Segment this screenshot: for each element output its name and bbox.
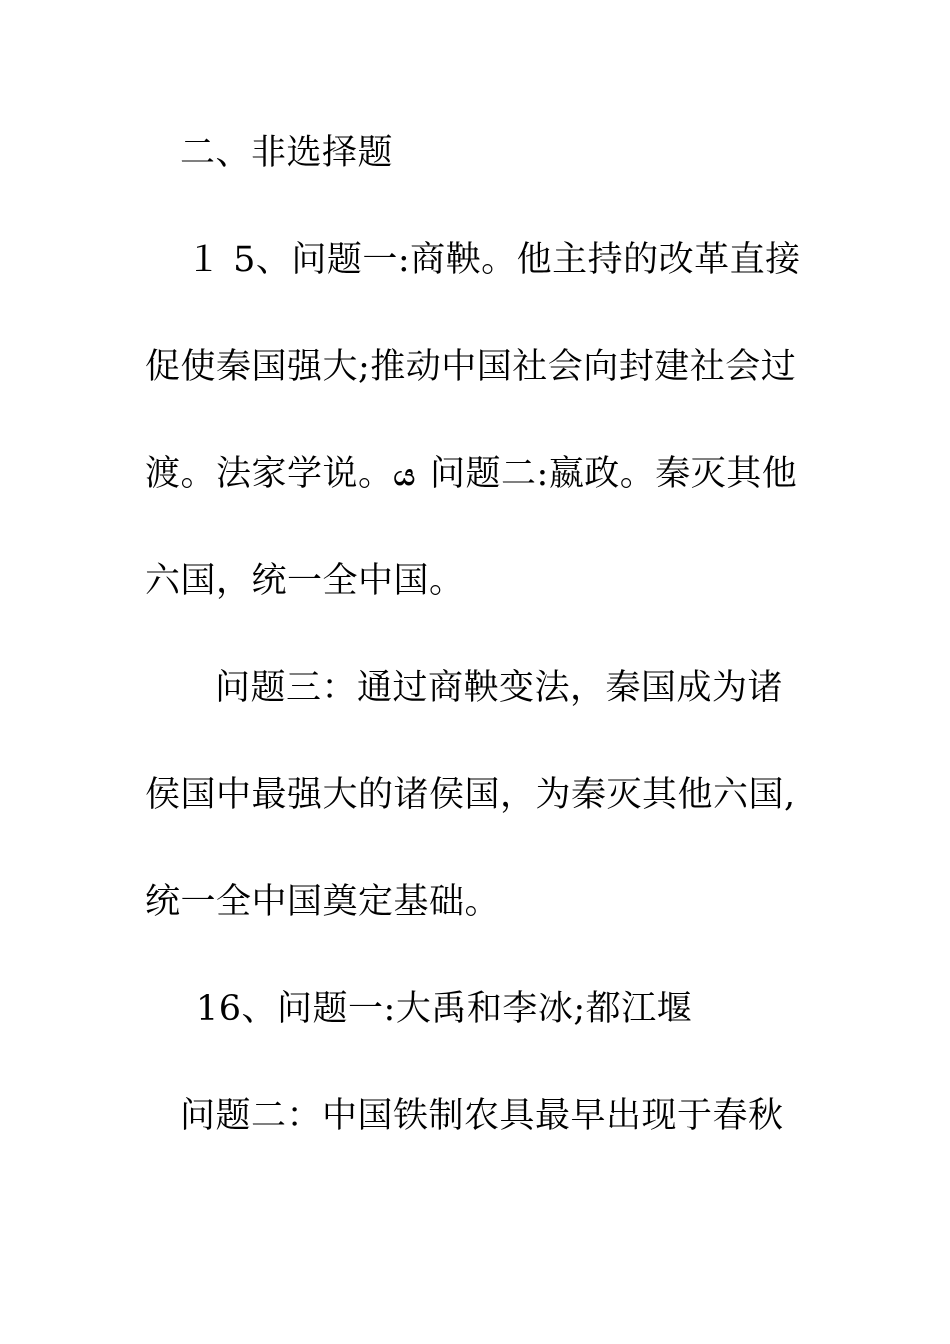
text-line: 问题二：中国铁制农具最早出现于春秋 (180, 1096, 784, 1136)
text-line: 促使秦国强大;推动中国社会向封建社会过 (145, 347, 797, 387)
section-heading: 二、非选择题 (180, 133, 394, 173)
text-line: 问题二:嬴政。秦灭其他 (430, 454, 798, 494)
text-line: 统一全中国奠定基础。 (145, 882, 501, 922)
glyph-mark: ය (393, 458, 416, 493)
text-line: 六国，统一全中国。 (145, 561, 465, 601)
text-line: 侯国中最强大的诸侯国，为秦灭其他六国, (145, 775, 796, 815)
text-segment: 渡。法家学说。 (145, 454, 394, 494)
text-line (145, 452, 416, 498)
text-line: 16、问题一:大禹和李冰;都江堰 (196, 989, 693, 1029)
text-line: １ 5、问题一:商鞅。他主持的改革直接 (186, 240, 801, 280)
text-line: 问题三：通过商鞅变法，秦国成为诸 (215, 668, 784, 708)
